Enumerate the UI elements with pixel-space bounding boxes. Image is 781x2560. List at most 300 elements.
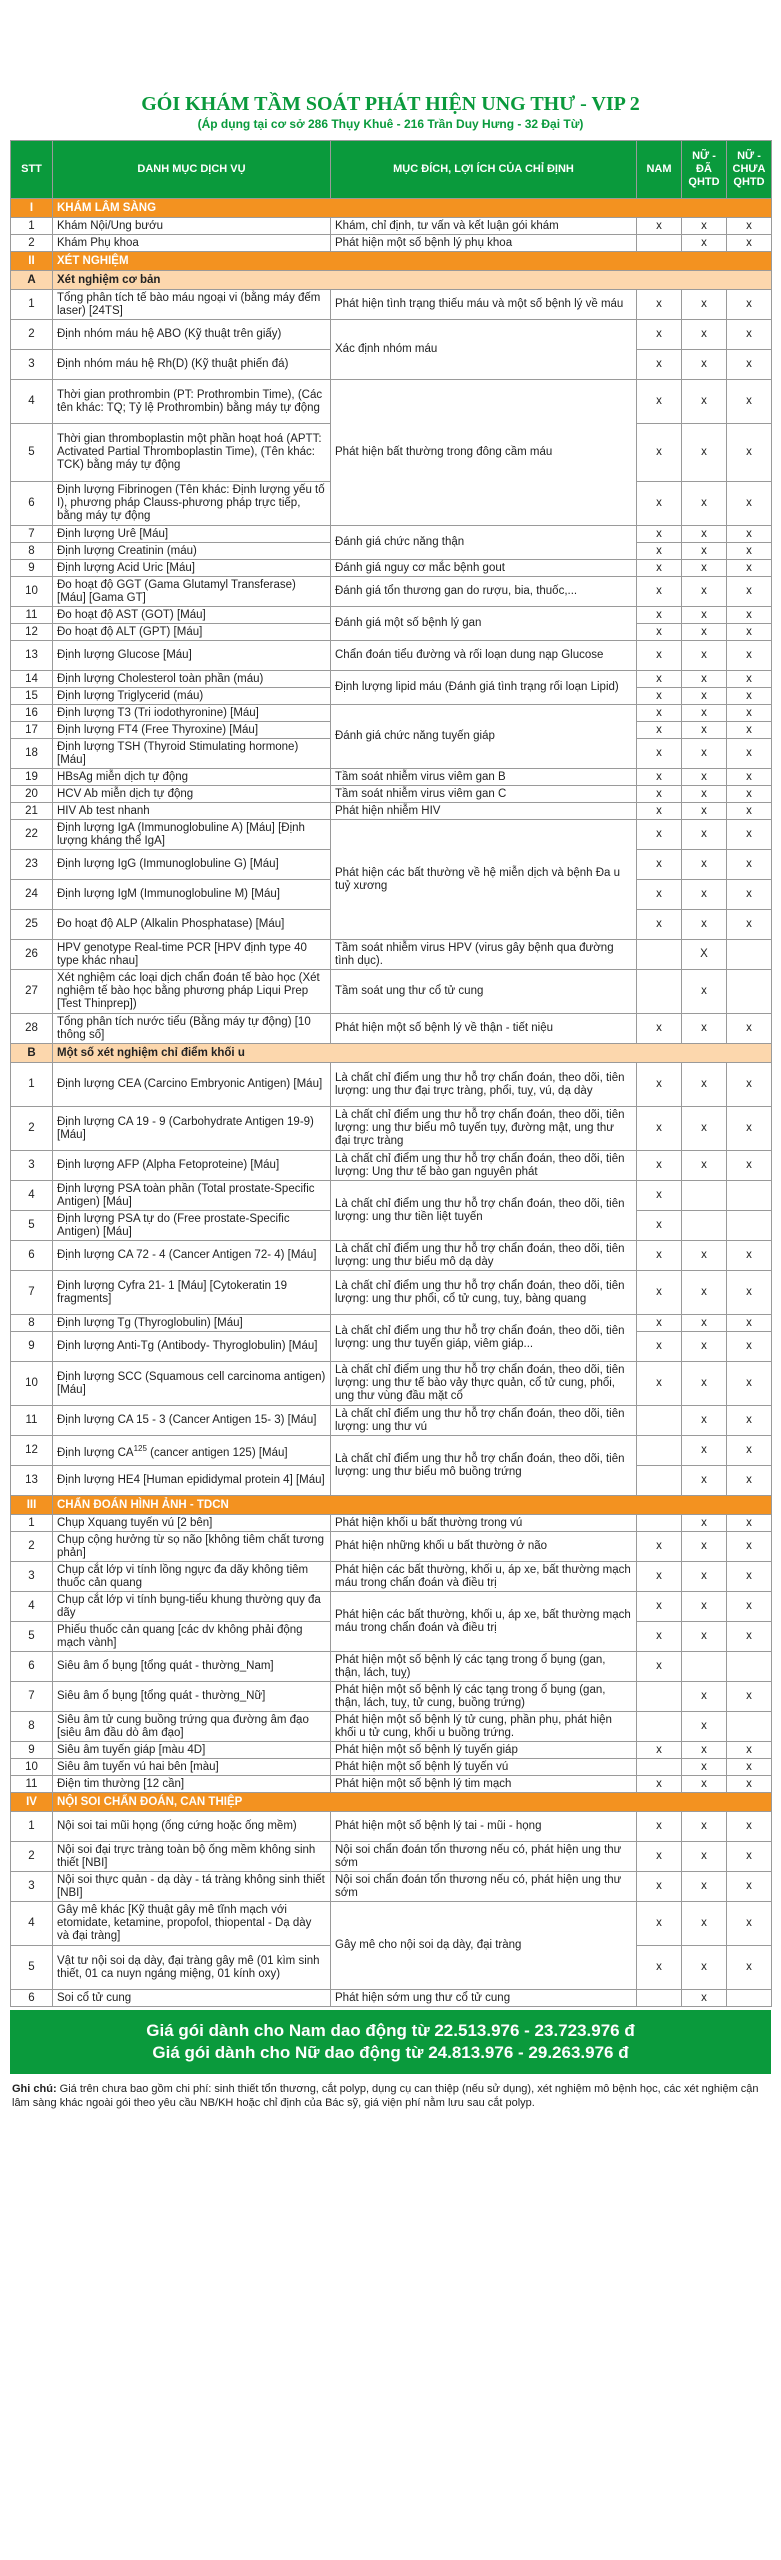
mark-nam: x	[637, 1241, 682, 1271]
service-name: HIV Ab test nhanh	[53, 803, 331, 820]
service-name: Định lượng Urê [Máu]	[53, 526, 331, 543]
mark-nam: x	[637, 671, 682, 688]
mark-nu-da: x	[682, 1406, 727, 1436]
table-row	[11, 1759, 772, 1776]
mark-nu-da: x	[682, 1515, 727, 1532]
mark-nam	[637, 1515, 682, 1532]
row-number: 14	[11, 671, 53, 688]
mark-nu-chua	[727, 1712, 772, 1742]
row-number: 1	[11, 1812, 53, 1842]
mark-nu-chua: x	[727, 1332, 772, 1362]
mark-nu-chua: x	[727, 769, 772, 786]
mark-nam: x	[637, 218, 682, 235]
mark-nu-chua: x	[727, 1532, 772, 1562]
service-purpose: Nội soi chẩn đoán tổn thương nếu có, phát hiện ung thư sớm	[331, 1872, 637, 1902]
mark-nam: x	[637, 1151, 682, 1181]
service-name: Định lượng T3 (Tri iodothyronine) [Máu]	[53, 705, 331, 722]
row-number: 11	[11, 1776, 53, 1793]
service-purpose: Khám, chỉ định, tư vấn và kết luận gói khám	[331, 218, 637, 235]
service-name-text: Định lượng CA	[57, 1446, 134, 1459]
row-number: 21	[11, 803, 53, 820]
mark-nu-chua	[727, 1181, 772, 1211]
mark-nu-chua: x	[727, 820, 772, 850]
mark-nam: x	[637, 1592, 682, 1622]
service-purpose: Là chất chỉ điểm ung thư hỗ trợ chẩn đoán, theo dõi, tiên lượng: ung thư đại trực tràng, phổi, tuỵ, vú, dạ dày	[331, 1063, 637, 1107]
mark-nu-da: x	[682, 820, 727, 850]
row-number: 18	[11, 739, 53, 769]
mark-nu-da: x	[682, 1902, 727, 1946]
mark-nu-da: x	[682, 1712, 727, 1742]
mark-nam: x	[637, 769, 682, 786]
note-text: Giá trên chưa bao gồm chi phí: sinh thiết tổn thương, cắt polyp, dụng cụ can thiệp (nếu sử dụng), xét nghiệm mô bệnh học, các xét nghiệm cận lâm sàng khác ngoài gói theo yêu cầu NB/KH hoặc chỉ định của Bác sỹ, giá viện phí nằm lưu sau cắt polyp.	[12, 2083, 759, 2109]
header-nu-chua: NỮ - CHƯA QHTD	[727, 141, 772, 199]
mark-nam: x	[637, 1332, 682, 1362]
mark-nu-chua	[727, 1652, 772, 1682]
service-purpose: Là chất chỉ điểm ung thư hỗ trợ chẩn đoán, theo dõi, tiên lượng: ung thư biểu mô buồng trứng	[331, 1436, 637, 1496]
mark-nam: x	[637, 1181, 682, 1211]
service-name: HPV genotype Real-time PCR [HPV định type 40 type khác nhau]	[53, 940, 331, 970]
mark-nu-chua: x	[727, 560, 772, 577]
table-row	[11, 1776, 772, 1793]
row-number: 17	[11, 722, 53, 739]
service-name: Định lượng CA 15 - 3 (Cancer Antigen 15- 3) [Máu]	[53, 1406, 331, 1436]
header-purpose: MỤC ĐÍCH, LỢI ÍCH CỦA CHỈ ĐỊNH	[331, 141, 637, 199]
row-number: 23	[11, 850, 53, 880]
mark-nu-chua: x	[727, 1872, 772, 1902]
section-title: CHẨN ĐOÁN HÌNH ẢNH - TDCN	[53, 1496, 772, 1515]
row-number: 20	[11, 786, 53, 803]
mark-nam: x	[637, 803, 682, 820]
service-name: Định lượng PSA tự do (Free prostate-Specific Antigen) [Máu]	[53, 1211, 331, 1241]
row-number: A	[11, 271, 53, 290]
mark-nam	[637, 1990, 682, 2007]
table-row	[11, 1742, 772, 1759]
row-number: I	[11, 199, 53, 218]
service-name: Định nhóm máu hệ Rh(D) (Kỹ thuật phiến đá)	[53, 350, 331, 380]
mark-nu-chua: x	[727, 1592, 772, 1622]
row-number: 16	[11, 705, 53, 722]
row-number: 6	[11, 1652, 53, 1682]
service-purpose: Định lượng lipid máu (Đánh giá tình trạng rối loạn Lipid)	[331, 671, 637, 705]
mark-nu-da: x	[682, 705, 727, 722]
service-name: Tổng phân tích nước tiểu (Bằng máy tự động) [10 thông số]	[53, 1014, 331, 1044]
row-number: 10	[11, 1759, 53, 1776]
mark-nam: x	[637, 820, 682, 850]
mark-nam: x	[637, 1946, 682, 1990]
mark-nu-chua: x	[727, 1946, 772, 1990]
row-number: 26	[11, 940, 53, 970]
row-number: B	[11, 1044, 53, 1063]
service-purpose: Phát hiện một số bệnh lý phụ khoa	[331, 235, 637, 252]
service-name: Định lượng Creatinin (máu)	[53, 543, 331, 560]
service-name: Định lượng HE4 [Human epididymal protein 4] [Máu]	[53, 1466, 331, 1496]
row-number: 1	[11, 1515, 53, 1532]
mark-nam: x	[637, 350, 682, 380]
table-row	[11, 803, 772, 820]
mark-nu-da: x	[682, 1436, 727, 1466]
row-number: 5	[11, 1622, 53, 1652]
service-name: Định lượng IgM (Immunoglobuline M) [Máu]	[53, 880, 331, 910]
mark-nam: x	[637, 1063, 682, 1107]
service-name: Thời gian prothrombin (PT: Prothrombin Time), (Các tên khác: TQ; Tỷ lệ Prothrombin) bằng máy tự động	[53, 380, 331, 424]
service-name: Nội soi thực quản - dạ dày - tá tràng không sinh thiết [NBI]	[53, 1872, 331, 1902]
mark-nu-chua: x	[727, 424, 772, 482]
mark-nu-chua: x	[727, 688, 772, 705]
table-row	[11, 820, 772, 850]
row-number: 8	[11, 1315, 53, 1332]
service-name: Chụp cộng hưởng từ sọ não [không tiêm chất tương phản]	[53, 1532, 331, 1562]
mark-nam: x	[637, 577, 682, 607]
mark-nam: x	[637, 1842, 682, 1872]
service-purpose: Tầm soát nhiễm virus viêm gan C	[331, 786, 637, 803]
row-number: 4	[11, 1902, 53, 1946]
service-name: Định lượng Acid Uric [Máu]	[53, 560, 331, 577]
table-header-row	[11, 141, 772, 199]
mark-nu-chua: x	[727, 1812, 772, 1842]
table-row	[11, 1063, 772, 1107]
service-name: Gây mê khác [Kỹ thuật gây mê tĩnh mạch với etomidate, ketamine, propofol, thiopental - Dạ dày và đại tràng]	[53, 1902, 331, 1946]
mark-nu-chua: x	[727, 1063, 772, 1107]
mark-nu-da	[682, 1211, 727, 1241]
table-row	[11, 577, 772, 607]
mark-nu-da: x	[682, 803, 727, 820]
subsection-title: Xét nghiệm cơ bản	[53, 271, 772, 290]
row-number: 1	[11, 1063, 53, 1107]
mark-nam: x	[637, 850, 682, 880]
mark-nu-chua: x	[727, 624, 772, 641]
price-footer	[10, 2010, 771, 2074]
table-row	[11, 290, 772, 320]
mark-nam: x	[637, 1562, 682, 1592]
row-number: 7	[11, 1682, 53, 1712]
mark-nu-da: x	[682, 424, 727, 482]
service-name: Định lượng Fibrinogen (Tên khác: Định lượng yếu tố I), phương pháp Clauss-phương pháp trực tiếp, bằng máy tự động	[53, 482, 331, 526]
mark-nu-chua	[727, 970, 772, 1014]
service-purpose: Nội soi chẩn đoán tổn thương nếu có, phát hiện ung thư sớm	[331, 1842, 637, 1872]
service-purpose: Gây mê cho nội soi dạ dày, đại tràng	[331, 1902, 637, 1990]
service-purpose: Chẩn đoán tiểu đường và rối loạn dung nạp Glucose	[331, 641, 637, 671]
service-name: Vật tư nội soi dạ dày, đại tràng gây mê (01 kìm sinh thiết, 01 ca nuyn ngáng miệng, 01 kính oxy)	[53, 1946, 331, 1990]
mark-nam: x	[637, 1776, 682, 1793]
row-number: 1	[11, 218, 53, 235]
row-number: 9	[11, 560, 53, 577]
mark-nu-da: x	[682, 1842, 727, 1872]
mark-nu-chua	[727, 1211, 772, 1241]
mark-nu-chua: x	[727, 1776, 772, 1793]
section-row	[11, 1496, 772, 1515]
mark-nu-da: X	[682, 940, 727, 970]
table-row	[11, 671, 772, 688]
service-purpose: Phát hiện một số bệnh lý tuyến vú	[331, 1759, 637, 1776]
mark-nam: x	[637, 1742, 682, 1759]
service-purpose: Là chất chỉ điểm ung thư hỗ trợ chẩn đoán, theo dõi, tiên lượng: ung thư biểu mô tuyến tụy, đường mật, ung thư đại trực tràng	[331, 1107, 637, 1151]
mark-nu-da: x	[682, 235, 727, 252]
service-purpose: Phát hiện khối u bất thường trong vú	[331, 1515, 637, 1532]
service-name: Định lượng Anti-Tg (Antibody- Thyroglobulin) [Máu]	[53, 1332, 331, 1362]
header-service: DANH MỤC DỊCH VỤ	[53, 141, 331, 199]
page-subtitle: (Áp dụng tại cơ sở 286 Thụy Khuê - 216 Trần Duy Hưng - 32 Đại Từ)	[197, 117, 584, 131]
row-number: 24	[11, 880, 53, 910]
mark-nu-da: x	[682, 1014, 727, 1044]
mark-nam: x	[637, 1107, 682, 1151]
mark-nu-da: x	[682, 910, 727, 940]
mark-nam: x	[637, 1622, 682, 1652]
mark-nam	[637, 1682, 682, 1712]
service-name: Đo hoạt độ ALT (GPT) [Máu]	[53, 624, 331, 641]
service-purpose: Đánh giá chức năng tuyến giáp	[331, 705, 637, 769]
service-name: Định lượng Tg (Thyroglobulin) [Máu]	[53, 1315, 331, 1332]
service-name: Đo hoạt độ ALP (Alkalin Phosphatase) [Máu]	[53, 910, 331, 940]
service-name: Phiếu thuốc cản quang [các dv không phải động mạch vành]	[53, 1622, 331, 1652]
mark-nu-chua: x	[727, 850, 772, 880]
mark-nu-da: x	[682, 786, 727, 803]
service-name-rest: (cancer antigen 125) [Máu]	[146, 1446, 288, 1459]
service-purpose: Tầm soát nhiễm virus HPV (virus gây bệnh qua đường tình dục).	[331, 940, 637, 970]
service-name: Nội soi tai mũi họng (ống cứng hoặc ống mềm)	[53, 1812, 331, 1842]
section-row	[11, 1793, 772, 1812]
service-name: Điện tim thường [12 cần]	[53, 1776, 331, 1793]
mark-nu-da: x	[682, 1592, 727, 1622]
table-row	[11, 1151, 772, 1181]
table-row	[11, 526, 772, 543]
section-title: NỘI SOI CHẨN ĐOÁN, CAN THIỆP	[53, 1793, 772, 1812]
mark-nam: x	[637, 424, 682, 482]
mark-nu-chua: x	[727, 910, 772, 940]
table-row	[11, 1652, 772, 1682]
mark-nu-da: x	[682, 1332, 727, 1362]
table-row	[11, 1592, 772, 1622]
service-purpose: Tầm soát nhiễm virus viêm gan B	[331, 769, 637, 786]
table-row	[11, 940, 772, 970]
mark-nu-chua: x	[727, 786, 772, 803]
mark-nu-chua: x	[727, 1014, 772, 1044]
service-name: Định nhóm máu hệ ABO (Kỹ thuật trên giấy)	[53, 320, 331, 350]
row-number: 11	[11, 607, 53, 624]
mark-nam: x	[637, 1652, 682, 1682]
mark-nu-chua: x	[727, 739, 772, 769]
service-name: Định lượng IgA (Immunoglobuline A) [Máu] [Định lượng kháng thể IgA]	[53, 820, 331, 850]
mark-nu-da: x	[682, 218, 727, 235]
header-nu-da: NỮ - ĐÃ QHTD	[682, 141, 727, 199]
service-name: Định lượng Cyfra 21- 1 [Máu] [Cytokeratin 19 fragments]	[53, 1271, 331, 1315]
table-body	[11, 199, 772, 2007]
service-name: Chụp Xquang tuyến vú [2 bên]	[53, 1515, 331, 1532]
mark-nam: x	[637, 560, 682, 577]
service-purpose: Phát hiện một số bệnh lý các tạng trong ổ bụng (gan, thận, lách, tuỵ)	[331, 1652, 637, 1682]
mark-nam: x	[637, 1271, 682, 1315]
row-number: 7	[11, 1271, 53, 1315]
row-number: 13	[11, 641, 53, 671]
service-purpose: Phát hiện các bất thường về hệ miễn dịch và bệnh Đa u tuỷ xương	[331, 820, 637, 940]
page-title: GÓI KHÁM TẦM SOÁT PHÁT HIỆN UNG THƯ - VIP 2	[141, 93, 640, 115]
mark-nu-da: x	[682, 482, 727, 526]
row-number: 9	[11, 1332, 53, 1362]
note-label: Ghi chú:	[12, 2083, 57, 2095]
mark-nu-da: x	[682, 1151, 727, 1181]
service-name: Siêu âm tuyến vú hai bên [màu]	[53, 1759, 331, 1776]
mark-nu-da: x	[682, 1990, 727, 2007]
row-number: IV	[11, 1793, 53, 1812]
row-number: 4	[11, 1592, 53, 1622]
mark-nu-da	[682, 1181, 727, 1211]
table-row	[11, 1515, 772, 1532]
mark-nu-da: x	[682, 1532, 727, 1562]
mark-nu-chua: x	[727, 1759, 772, 1776]
mark-nu-da: x	[682, 1812, 727, 1842]
mark-nam: x	[637, 290, 682, 320]
mark-nu-da: x	[682, 1063, 727, 1107]
row-number: 11	[11, 1406, 53, 1436]
mark-nam: x	[637, 1532, 682, 1562]
table-row	[11, 1181, 772, 1211]
mark-nu-da: x	[682, 739, 727, 769]
section-title: XÉT NGHIỆM	[53, 252, 772, 271]
mark-nu-chua: x	[727, 235, 772, 252]
row-number: 3	[11, 1151, 53, 1181]
mark-nu-chua: x	[727, 577, 772, 607]
row-number: 2	[11, 1107, 53, 1151]
service-purpose: Là chất chỉ điểm ung thư hỗ trợ chẩn đoán, theo dõi, tiên lượng: ung thư vú	[331, 1406, 637, 1436]
mark-nu-chua: x	[727, 526, 772, 543]
mark-nu-chua: x	[727, 1742, 772, 1759]
row-number: 2	[11, 320, 53, 350]
mark-nam	[637, 970, 682, 1014]
row-number: 2	[11, 1842, 53, 1872]
mark-nam: x	[637, 1362, 682, 1406]
mark-nu-da: x	[682, 543, 727, 560]
service-name: Định lượng CA 72 - 4 (Cancer Antigen 72- 4) [Máu]	[53, 1241, 331, 1271]
table-row	[11, 1241, 772, 1271]
mark-nu-chua: x	[727, 1406, 772, 1436]
mark-nam: x	[637, 526, 682, 543]
table-row	[11, 1682, 772, 1712]
mark-nam: x	[637, 1315, 682, 1332]
section-row	[11, 199, 772, 218]
service-name: Xét nghiệm các loại dịch chẩn đoán tế bào học (Xét nghiệm tế bào học bằng phương pháp Liqui Prep [Test Thinprep])	[53, 970, 331, 1014]
mark-nu-chua: x	[727, 543, 772, 560]
mark-nu-da: x	[682, 350, 727, 380]
mark-nu-chua: x	[727, 1682, 772, 1712]
service-name: Định lượng Glucose [Máu]	[53, 641, 331, 671]
mark-nam	[637, 940, 682, 970]
mark-nu-chua: x	[727, 803, 772, 820]
mark-nu-chua: x	[727, 482, 772, 526]
mark-nam: x	[637, 786, 682, 803]
mark-nu-chua: x	[727, 1315, 772, 1332]
row-number: III	[11, 1496, 53, 1515]
row-number: 28	[11, 1014, 53, 1044]
section-title: KHÁM LÂM SÀNG	[53, 199, 772, 218]
table-row	[11, 786, 772, 803]
row-number: 25	[11, 910, 53, 940]
mark-nam: x	[637, 910, 682, 940]
service-name: Chụp cắt lớp vi tính bụng-tiểu khung thường quy đa dãy	[53, 1592, 331, 1622]
service-purpose: Phát hiện một số bệnh lý các tạng trong ổ bụng (gan, thận, lách, tuỵ, tử cung, buồng trứng)	[331, 1682, 637, 1712]
table-row	[11, 1872, 772, 1902]
mark-nam: x	[637, 1902, 682, 1946]
row-number: 4	[11, 1181, 53, 1211]
mark-nu-da: x	[682, 1946, 727, 1990]
mark-nu-da: x	[682, 1742, 727, 1759]
mark-nam	[637, 1759, 682, 1776]
mark-nu-da: x	[682, 1562, 727, 1592]
table-row	[11, 1436, 772, 1466]
service-name: Nội soi đại trực tràng toàn bộ ống mềm không sinh thiết [NBI]	[53, 1842, 331, 1872]
mark-nu-da: x	[682, 970, 727, 1014]
mark-nam: x	[637, 543, 682, 560]
service-name: Tổng phân tích tế bào máu ngoại vi (bằng máy đếm laser) [24TS]	[53, 290, 331, 320]
mark-nu-chua: x	[727, 1902, 772, 1946]
mark-nam: x	[637, 1211, 682, 1241]
mark-nam: x	[637, 1872, 682, 1902]
mark-nu-da: x	[682, 607, 727, 624]
service-purpose: Phát hiện bất thường trong đông cầm máu	[331, 380, 637, 526]
service-name: HBsAg miễn dịch tự động	[53, 769, 331, 786]
row-number: 4	[11, 380, 53, 424]
mark-nu-chua: x	[727, 1466, 772, 1496]
mark-nam: x	[637, 722, 682, 739]
service-purpose: Là chất chỉ điểm ung thư hỗ trợ chẩn đoán, theo dõi, tiên lượng: ung thư tiền liệt tuyến	[331, 1181, 637, 1241]
row-number: 6	[11, 1990, 53, 2007]
mark-nu-da: x	[682, 1466, 727, 1496]
service-name: Định lượng Triglycerid (máu)	[53, 688, 331, 705]
service-name-superscript: 125	[133, 1443, 147, 1453]
mark-nu-chua: x	[727, 1622, 772, 1652]
price-female: Giá gói dành cho Nữ dao động từ 24.813.976 - 29.263.976 đ	[152, 2043, 629, 2062]
mark-nu-chua: x	[727, 1436, 772, 1466]
row-number: 3	[11, 350, 53, 380]
mark-nu-chua: x	[727, 320, 772, 350]
service-purpose: Phát hiện tình trạng thiếu máu và một số bệnh lý về máu	[331, 290, 637, 320]
mark-nam: x	[637, 880, 682, 910]
mark-nam: x	[637, 607, 682, 624]
mark-nu-da: x	[682, 671, 727, 688]
row-number: 5	[11, 1211, 53, 1241]
row-number: 5	[11, 1946, 53, 1990]
table-row	[11, 1842, 772, 1872]
mark-nu-da: x	[682, 560, 727, 577]
service-name: Siêu âm ổ bụng [tổng quát - thường_Nam]	[53, 1652, 331, 1682]
mark-nu-chua: x	[727, 880, 772, 910]
service-purpose: Phát hiện một số bệnh lý tai - mũi - họng	[331, 1812, 637, 1842]
service-name: Soi cổ tử cung	[53, 1990, 331, 2007]
mark-nam: x	[637, 1014, 682, 1044]
row-number: 8	[11, 543, 53, 560]
mark-nu-da: x	[682, 1315, 727, 1332]
service-purpose: Là chất chỉ điểm ung thư hỗ trợ chẩn đoán, theo dõi, tiên lượng: Ung thư tế bào gan nguyên phát	[331, 1151, 637, 1181]
mark-nam	[637, 1712, 682, 1742]
service-name: Đo hoạt độ GGT (Gama Glutamyl Transferase) [Máu] [Gama GT]	[53, 577, 331, 607]
subsection-row	[11, 1044, 772, 1063]
row-number: 10	[11, 577, 53, 607]
row-number: 1	[11, 290, 53, 320]
row-number: 22	[11, 820, 53, 850]
mark-nu-da: x	[682, 624, 727, 641]
service-name: Siêu âm ổ bụng [tổng quát - thường_Nữ]	[53, 1682, 331, 1712]
mark-nu-chua: x	[727, 1271, 772, 1315]
service-name: Định lượng CEA (Carcino Embryonic Antigen) [Máu]	[53, 1063, 331, 1107]
service-name: Định lượng Cholesterol toàn phần (máu)	[53, 671, 331, 688]
mark-nam	[637, 1466, 682, 1496]
row-number: 5	[11, 424, 53, 482]
row-number: 9	[11, 1742, 53, 1759]
service-purpose: Đánh giá tổn thương gan do rượu, bia, thuốc,...	[331, 577, 637, 607]
subsection-row	[11, 271, 772, 290]
service-name: Chụp cắt lớp vi tính lồng ngực đa dãy không tiêm thuốc cản quang	[53, 1562, 331, 1592]
mark-nam: x	[637, 380, 682, 424]
service-name: Thời gian thromboplastin một phần hoạt hoá (APTT: Activated Partial Thromboplastin Time), (Tên khác: TCK) bằng máy tự động	[53, 424, 331, 482]
row-number: 10	[11, 1362, 53, 1406]
